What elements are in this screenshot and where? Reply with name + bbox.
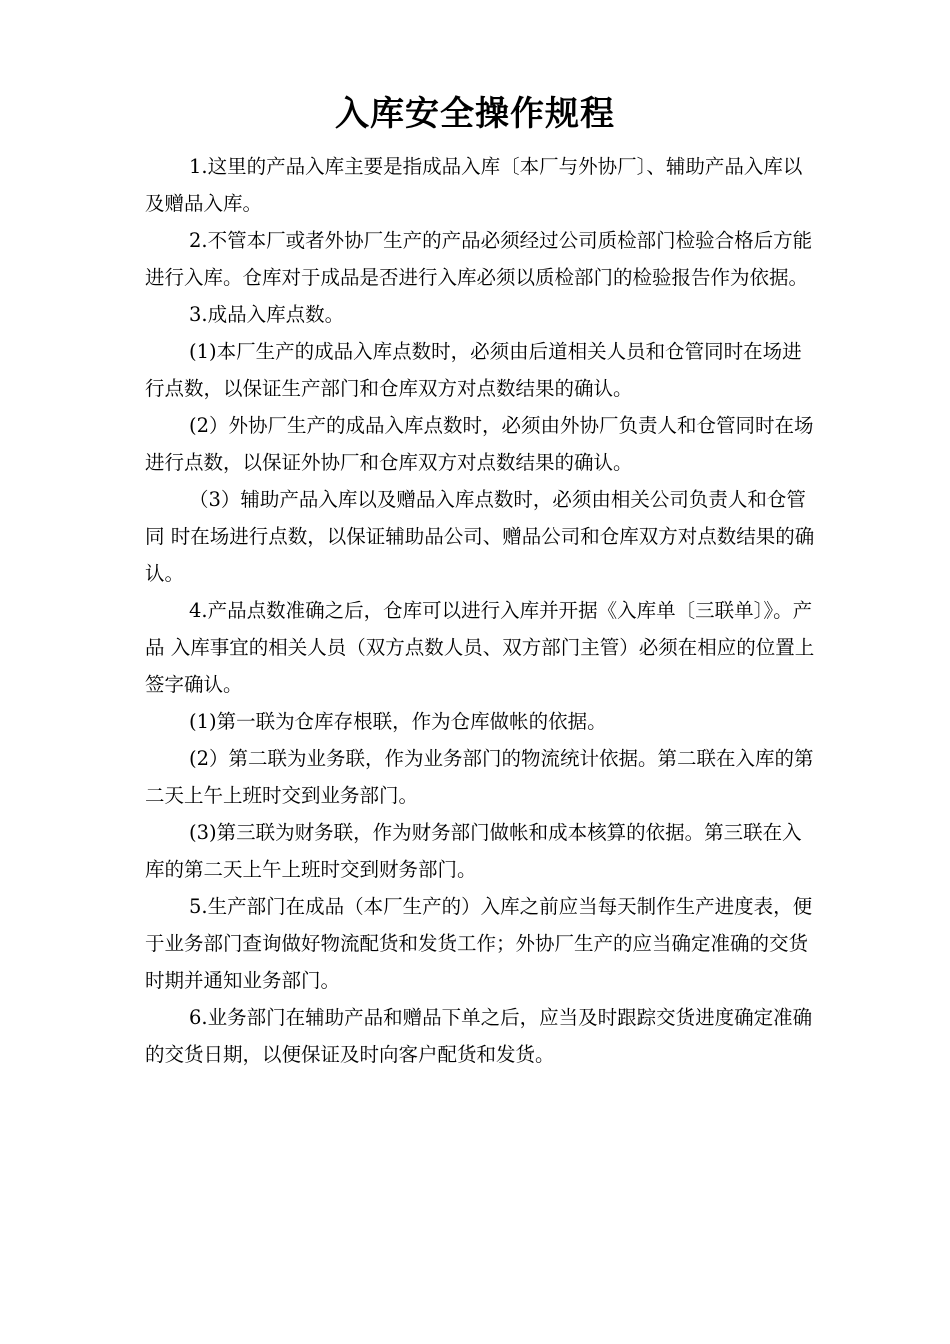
paragraph-3-1: (1)本厂生产的成品入库点数时，必须由后道相关人员和仓管同时在场进行点数，以保证生产部门和仓库双方对点数结果的确认。 bbox=[145, 340, 802, 400]
paragraph-4-3: (3)第三联为财务联，作为财务部门做帐和成本核算的依据。第三联在入库的第二天上午上班时交到财务部门。 bbox=[145, 821, 802, 881]
paragraph-1: 1.这里的产品入库主要是指成品入库〔本厂与外协厂〕、辅助产品入库以及赠品入库。 bbox=[145, 155, 803, 215]
paragraph-6: 6.业务部门在辅助产品和赠品下单之后，应当及时跟踪交货进度确定准确的交货日期，以便保证及时向客户配货和发货。 bbox=[145, 1006, 813, 1066]
paragraph-3: 3.成品入库点数。 bbox=[189, 303, 345, 326]
paragraph-3-3: （3）辅助产品入库以及赠品入库点数时，必须由相关公司负责人和仓管同 时在场进行点数，以保证辅助品公司、赠品公司和仓库双方对点数结果的确认。 bbox=[145, 488, 815, 585]
paragraph-3-2: (2）外协厂生产的成品入库点数时，必须由外协厂负责人和仓管同时在场 进行点数，以保证外协厂和仓库双方对点数结果的确认。 bbox=[145, 414, 814, 474]
paragraph-4-1: (1)第一联为仓库存根联，作为仓库做帐的依据。 bbox=[189, 710, 607, 733]
paragraph-4: 4.产品点数准确之后，仓库可以进行入库并开据《入库单〔三联单〕》。产品 入库事宜的相关人员（双方点数人员、双方部门主管）必须在相应的位置上签字确认。 bbox=[145, 599, 815, 696]
paragraph-5: 5.生产部门在成品（本厂生产的）入库之前应当每天制作生产进度表，便于业务部门查询做好物流配货和发货工作；外协厂生产的应当确定准确的交货时期并通知业务部门。 bbox=[145, 895, 813, 992]
paragraph-4-2: (2）第二联为业务联，作为业务部门的物流统计依据。第二联在入库的第 二天上午上班时交到业务部门。 bbox=[145, 747, 814, 807]
document-title: 入库安全操作规程 bbox=[335, 94, 615, 134]
document-body bbox=[145, 148, 815, 1073]
paragraph-2: 2.不管本厂或者外协厂生产的产品必须经过公司质检部门检验合格后方能进行入库。仓库对于成品是否进行入库必须以质检部门的检验报告作为依据。 bbox=[145, 229, 813, 289]
